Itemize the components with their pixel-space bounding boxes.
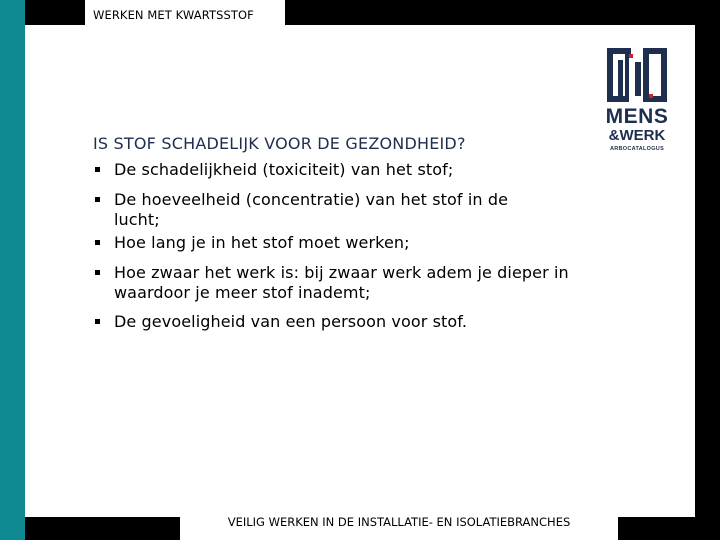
list-item <box>93 233 613 253</box>
left-accent-bar <box>0 0 25 540</box>
header-text: WERKEN MET KWARTSSTOF <box>93 8 254 22</box>
bullet-text: Hoe zwaar het werk is: bij zwaar werk adem je dieper in waardoor je meer stof inademt; <box>114 263 569 302</box>
logo-mark-icon <box>605 46 669 104</box>
bullet-text: Hoe lang je in het stof moet werken; <box>114 233 410 252</box>
logo-word-werk: &WERK <box>608 127 666 144</box>
header-label <box>85 0 285 25</box>
bullet-text: De hoeveelheid (concentratie) van het stof in de lucht; <box>114 190 509 229</box>
list-item <box>93 160 613 180</box>
bullet-icon <box>95 319 100 324</box>
bullet-text: De gevoeligheid van een persoon voor stof. <box>114 312 468 331</box>
bullet-icon <box>95 270 100 275</box>
mens-werk-logo <box>605 46 669 158</box>
list-item <box>93 312 613 332</box>
list-item <box>93 263 613 303</box>
bullet-icon <box>95 167 100 172</box>
logo-word-arbocatalogus: ARBOCATALOGUS <box>609 146 665 152</box>
footer-label <box>180 517 618 540</box>
footer-text: VEILIG WERKEN IN DE INSTALLATIE- EN ISOLATIEBRANCHES <box>227 517 571 529</box>
slide-title: IS STOF SCHADELIJK VOOR DE GEZONDHEID? <box>93 134 466 153</box>
bullet-list <box>93 160 613 332</box>
bullet-icon <box>95 240 100 245</box>
bullet-text: De schadelijkheid (toxiciteit) van het stof; <box>114 160 454 179</box>
bullet-icon <box>95 197 100 202</box>
list-item <box>93 190 534 230</box>
logo-word-mens: MENS <box>605 105 669 128</box>
